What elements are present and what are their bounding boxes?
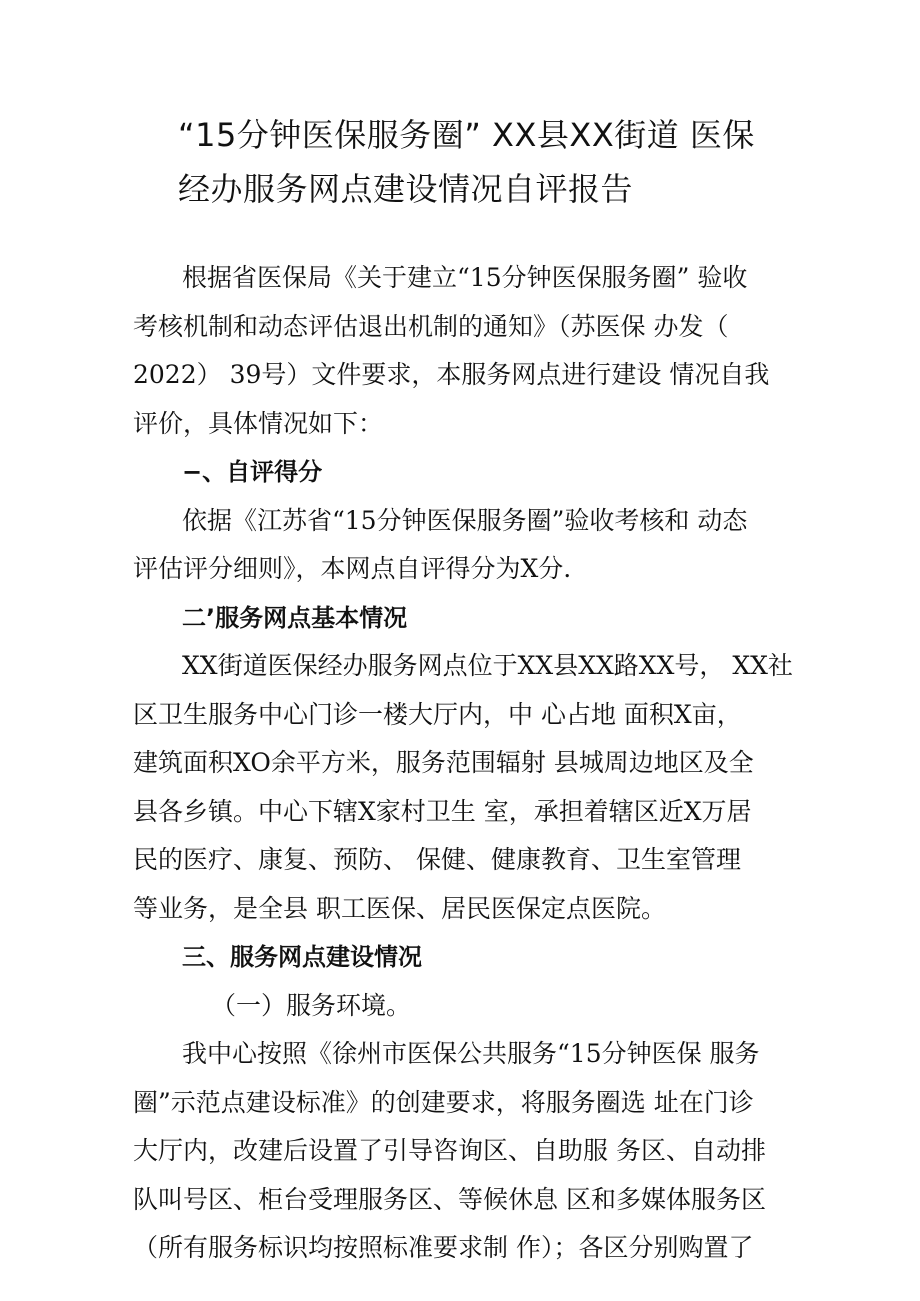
section-2-line-3: 建筑面积XO余平方米，服务范围辐射 县城周边地区及全 [133,748,754,777]
section-3-heading: 三、服务网点建设情况 [182,943,422,971]
section-2-line-6: 等业务，是全县 职工医保、居民医保定点医院。 [133,893,666,923]
document-body [133,254,803,1273]
section-3-line-3: 大厅内，改建后设置了引导咨询区、自助服 务区、自动排 [133,1136,766,1165]
section-2-heading: 二’服务网点基本情况 [182,603,408,632]
section-3-line-2: 圈”示范点建设标准》的创建要求，将服务圈选 址在门诊 [133,1087,754,1117]
section-1-line-2: 评估评分细则》，本网点自评得分为X分. [133,554,572,583]
title-line-2: 经办服务网点建设情况自评报告 [178,170,634,208]
intro-line-3: 2022） 39号）文件要求，本服务网点进行建设 情况自我 [133,360,770,389]
section-2-line-4: 县各乡镇。中心下辖X家村卫生 室，承担着辖区近X万居 [133,796,752,826]
intro-line-4: 评价，具体情况如下： [133,408,384,438]
intro-line-2: 考核机制和动态评估退出机制的通知》（苏医保 办发（ [133,311,729,341]
section-3-line-1: 我中心按照《徐州市医保公共服务“15分钟医保 服务 [182,1039,760,1068]
subsection-1-heading: （一）服务环境。 [211,990,412,1020]
title-line-1: “15分钟医保服务圈” XX县XX街道 医保 [178,116,755,154]
section-1-heading: −、自评得分 [182,458,323,486]
section-3-line-4: 队叫号区、柜台受理服务区、等候休息 区和多媒体服务区 [133,1184,766,1214]
section-1-line-1: 依据《江苏省“15分钟医保服务圈”验收考核和 动态 [182,505,748,535]
section-3-line-5: （所有服务标识均按照标准要求制 作）；各区分别购置了 [133,1233,754,1262]
section-2-line-5: 民的医疗、康复、预防、 保健、健康教育、卫生室管理 [133,845,741,874]
document-title [178,108,838,216]
intro-line-1: 根据省医保局《关于建立“15分钟医保服务圈” 验收 [182,263,748,292]
section-2-line-2: 区卫生服务中心门诊一楼大厅内，中 心占地 面积X亩， [133,699,742,729]
section-2-line-1: XX街道医保经办服务网点位于XX县XX路XX号， XX社 [182,651,793,680]
